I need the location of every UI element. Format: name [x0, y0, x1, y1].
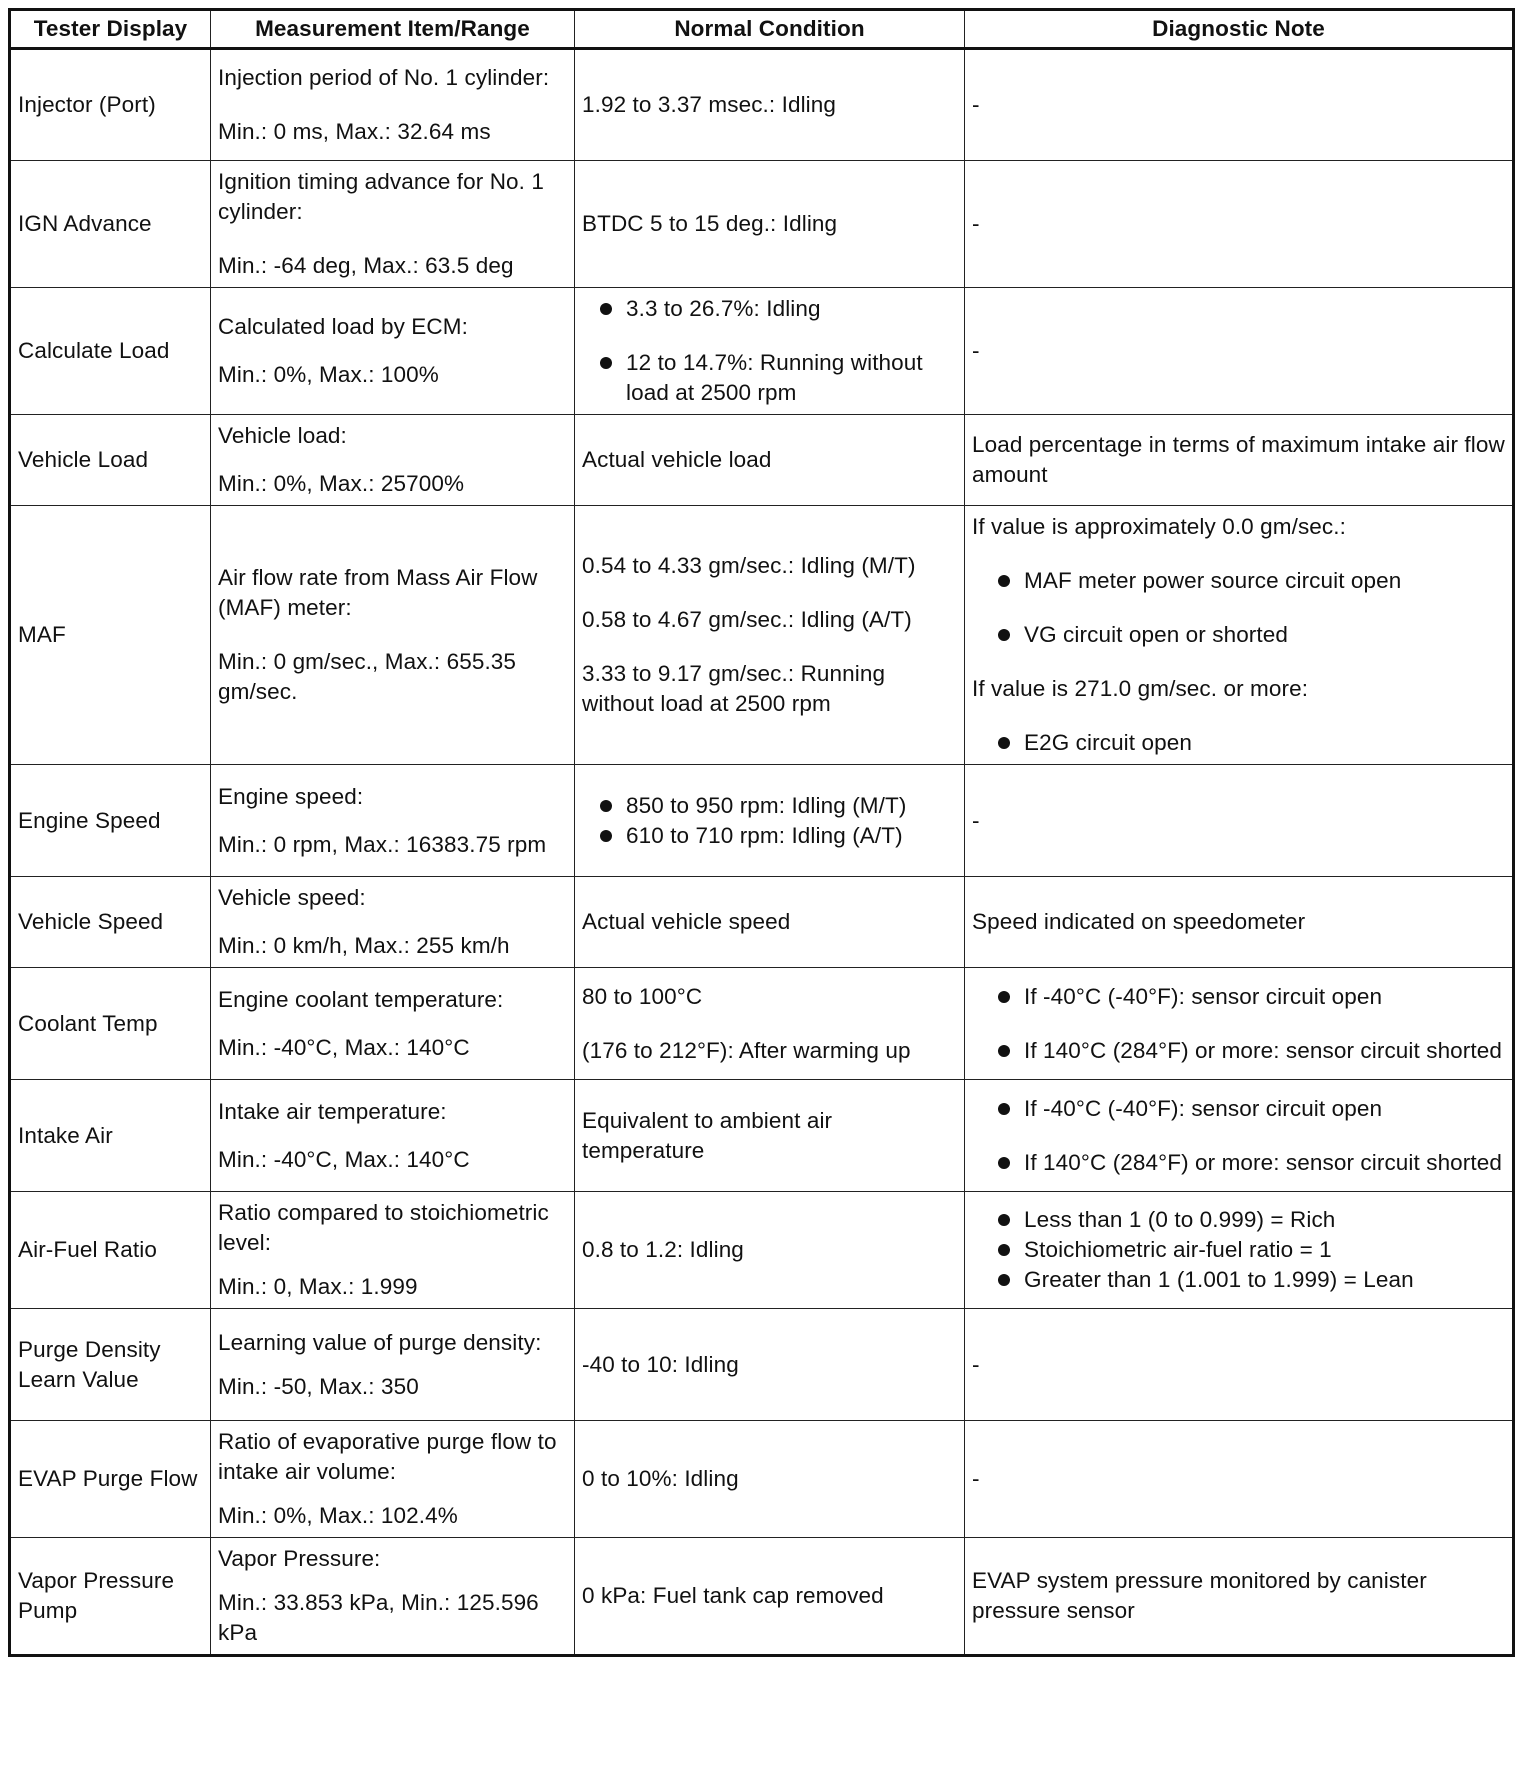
diagnostic-note-cell [965, 1192, 1514, 1309]
table-row [10, 506, 1514, 765]
measurement-range: Min.: 0%, Max.: 25700% [218, 471, 465, 496]
measurement-range: Min.: -64 deg, Max.: 63.5 deg [218, 253, 514, 278]
measurement-range: Min.: 0 rpm, Max.: 16383.75 rpm [218, 831, 547, 857]
table-row [10, 161, 1514, 288]
diagnostic-data-table-wrapper [8, 8, 1515, 1657]
measurement-range: Min.: -40°C, Max.: 140°C [218, 1034, 470, 1060]
list-item: MAF meter power source circuit open [972, 566, 1505, 596]
diagnostic-note-list [972, 728, 1505, 758]
measurement-item-cell [211, 968, 575, 1080]
normal-condition-cell [575, 968, 965, 1080]
tester-display-cell: MAF [10, 506, 211, 765]
measurement-description: Ratio compared to stoichiometric level: [218, 1200, 549, 1255]
list-item: VG circuit open or shorted [972, 620, 1505, 650]
diagnostic-data-table [8, 8, 1515, 1657]
normal-condition-list [582, 791, 957, 851]
normal-condition-text: Equivalent to ambient air temperature [582, 1107, 833, 1163]
table-row [10, 49, 1514, 161]
list-item: 610 to 710 rpm: Idling (A/T) [582, 821, 957, 851]
diagnostic-note-list [972, 1205, 1505, 1295]
normal-condition-text: -40 to 10: Idling [582, 1351, 739, 1377]
tester-display-cell: Coolant Temp [10, 968, 211, 1080]
normal-condition-text: 0.58 to 4.67 gm/sec.: Idling (A/T) [582, 607, 912, 632]
measurement-item-cell [211, 1080, 575, 1192]
normal-condition-text: 0.8 to 1.2: Idling [582, 1237, 744, 1262]
list-item: If -40°C (-40°F): sensor circuit open [972, 982, 1505, 1012]
diagnostic-note-cell: Speed indicated on speedometer [965, 877, 1514, 968]
table-row [10, 1421, 1514, 1538]
normal-condition-text: 3.33 to 9.17 gm/sec.: Running without load at 2500 rpm [582, 661, 886, 716]
normal-condition-text: 80 to 100°C [582, 983, 703, 1009]
tester-display-cell: Vehicle Speed [10, 877, 211, 968]
diagnostic-note-cell: Load percentage in terms of maximum intake air flow amount [965, 415, 1514, 506]
measurement-item-cell [211, 1192, 575, 1309]
measurement-description: Calculated load by ECM: [218, 314, 468, 339]
list-item: 3.3 to 26.7%: Idling [582, 294, 957, 324]
measurement-description: Ignition timing advance for No. 1 cylinder: [218, 169, 544, 224]
normal-condition-cell [575, 288, 965, 415]
normal-condition-text: 0.54 to 4.33 gm/sec.: Idling (M/T) [582, 553, 916, 578]
diagnostic-note-cell [965, 506, 1514, 765]
header-row [10, 10, 1514, 49]
header-diagnostic-note: Diagnostic Note [965, 10, 1514, 49]
diagnostic-note-cell: EVAP system pressure monitored by canister pressure sensor [965, 1538, 1514, 1656]
normal-condition-text: Actual vehicle speed [582, 909, 791, 934]
tester-display-cell: EVAP Purge Flow [10, 1421, 211, 1538]
tester-display-cell: Engine Speed [10, 765, 211, 877]
list-item: Stoichiometric air-fuel ratio = 1 [972, 1235, 1505, 1265]
table-row [10, 765, 1514, 877]
measurement-range: Min.: 0 ms, Max.: 32.64 ms [218, 119, 491, 144]
normal-condition-cell [575, 765, 965, 877]
normal-condition-text: (176 to 212°F): After warming up [582, 1037, 911, 1063]
normal-condition-text: Actual vehicle load [582, 447, 772, 472]
table-row [10, 1309, 1514, 1421]
measurement-item-cell [211, 765, 575, 877]
measurement-description: Vapor Pressure: [218, 1546, 381, 1571]
table-row [10, 1192, 1514, 1309]
table-row [10, 1080, 1514, 1192]
diagnostic-note-list [972, 566, 1505, 650]
normal-condition-cell [575, 1309, 965, 1421]
measurement-range: Min.: 0, Max.: 1.999 [218, 1274, 418, 1299]
normal-condition-cell [575, 1192, 965, 1309]
measurement-item-cell [211, 161, 575, 288]
tester-display-cell: Air-Fuel Ratio [10, 1192, 211, 1309]
measurement-item-cell [211, 1538, 575, 1656]
measurement-description: Engine coolant temperature: [218, 986, 504, 1012]
normal-condition-cell [575, 415, 965, 506]
measurement-item-cell [211, 1421, 575, 1538]
measurement-description: Vehicle load: [218, 423, 347, 448]
tester-display-cell: IGN Advance [10, 161, 211, 288]
measurement-description: Intake air temperature: [218, 1098, 447, 1124]
tester-display-cell: Purge Density Learn Value [10, 1309, 211, 1421]
measurement-description: Air flow rate from Mass Air Flow (MAF) meter: [218, 565, 538, 620]
measurement-range: Min.: 33.853 kPa, Min.: 125.596 kPa [218, 1590, 539, 1645]
table-row [10, 968, 1514, 1080]
measurement-item-cell [211, 288, 575, 415]
tester-display-cell: Vehicle Load [10, 415, 211, 506]
measurement-item-cell [211, 1309, 575, 1421]
diagnostic-note-cell: - [965, 1309, 1514, 1421]
measurement-range: Min.: 0%, Max.: 100% [218, 362, 439, 387]
measurement-description: Learning value of purge density: [218, 1329, 542, 1355]
diagnostic-note-cell [965, 968, 1514, 1080]
normal-condition-cell [575, 49, 965, 161]
normal-condition-cell [575, 506, 965, 765]
normal-condition-text: 0 kPa: Fuel tank cap removed [582, 1583, 884, 1608]
tester-display-cell: Vapor Pressure Pump [10, 1538, 211, 1656]
normal-condition-text: 0 to 10%: Idling [582, 1466, 739, 1491]
header-normal-condition: Normal Condition [575, 10, 965, 49]
table-row [10, 288, 1514, 415]
table-row [10, 877, 1514, 968]
measurement-range: Min.: -50, Max.: 350 [218, 1373, 419, 1399]
diagnostic-note-list [972, 1094, 1505, 1178]
tester-display-cell: Intake Air [10, 1080, 211, 1192]
normal-condition-cell [575, 1080, 965, 1192]
diagnostic-note-cell [965, 1080, 1514, 1192]
normal-condition-text: 1.92 to 3.37 msec.: Idling [582, 92, 836, 117]
normal-condition-cell [575, 1538, 965, 1656]
measurement-description: Injection period of No. 1 cylinder: [218, 65, 550, 90]
diagnostic-note-list [972, 982, 1505, 1066]
list-item: 850 to 950 rpm: Idling (M/T) [582, 791, 957, 821]
measurement-item-cell [211, 415, 575, 506]
diagnostic-note-cell: - [965, 49, 1514, 161]
header-tester-display: Tester Display [10, 10, 211, 49]
normal-condition-list [582, 294, 957, 408]
list-item: If 140°C (284°F) or more: sensor circuit shorted [972, 1148, 1505, 1178]
header-measurement-item: Measurement Item/Range [211, 10, 575, 49]
measurement-item-cell [211, 506, 575, 765]
note-heading: If value is 271.0 gm/sec. or more: [972, 676, 1309, 701]
diagnostic-note-cell: - [965, 288, 1514, 415]
diagnostic-note-cell: - [965, 1421, 1514, 1538]
list-item: If -40°C (-40°F): sensor circuit open [972, 1094, 1505, 1124]
list-item: Less than 1 (0 to 0.999) = Rich [972, 1205, 1505, 1235]
normal-condition-cell [575, 1421, 965, 1538]
table-row [10, 1538, 1514, 1656]
normal-condition-cell [575, 877, 965, 968]
tester-display-cell: Calculate Load [10, 288, 211, 415]
note-heading: If value is approximately 0.0 gm/sec.: [972, 514, 1346, 539]
measurement-item-cell [211, 49, 575, 161]
list-item: If 140°C (284°F) or more: sensor circuit shorted [972, 1036, 1505, 1066]
normal-condition-cell [575, 161, 965, 288]
table-row [10, 415, 1514, 506]
measurement-item-cell [211, 877, 575, 968]
tester-display-cell: Injector (Port) [10, 49, 211, 161]
measurement-description: Vehicle speed: [218, 885, 366, 910]
measurement-range: Min.: 0%, Max.: 102.4% [218, 1503, 458, 1528]
measurement-description: Ratio of evaporative purge flow to intake air volume: [218, 1429, 557, 1484]
measurement-description: Engine speed: [218, 783, 364, 809]
measurement-range: Min.: 0 gm/sec., Max.: 655.35 gm/sec. [218, 649, 517, 704]
list-item: Greater than 1 (1.001 to 1.999) = Lean [972, 1265, 1505, 1295]
diagnostic-note-cell: - [965, 161, 1514, 288]
measurement-range: Min.: -40°C, Max.: 140°C [218, 1146, 470, 1172]
list-item: 12 to 14.7%: Running without load at 2500 rpm [582, 348, 957, 408]
normal-condition-text: BTDC 5 to 15 deg.: Idling [582, 211, 838, 236]
measurement-range: Min.: 0 km/h, Max.: 255 km/h [218, 933, 510, 958]
diagnostic-note-cell: - [965, 765, 1514, 877]
list-item: E2G circuit open [972, 728, 1505, 758]
